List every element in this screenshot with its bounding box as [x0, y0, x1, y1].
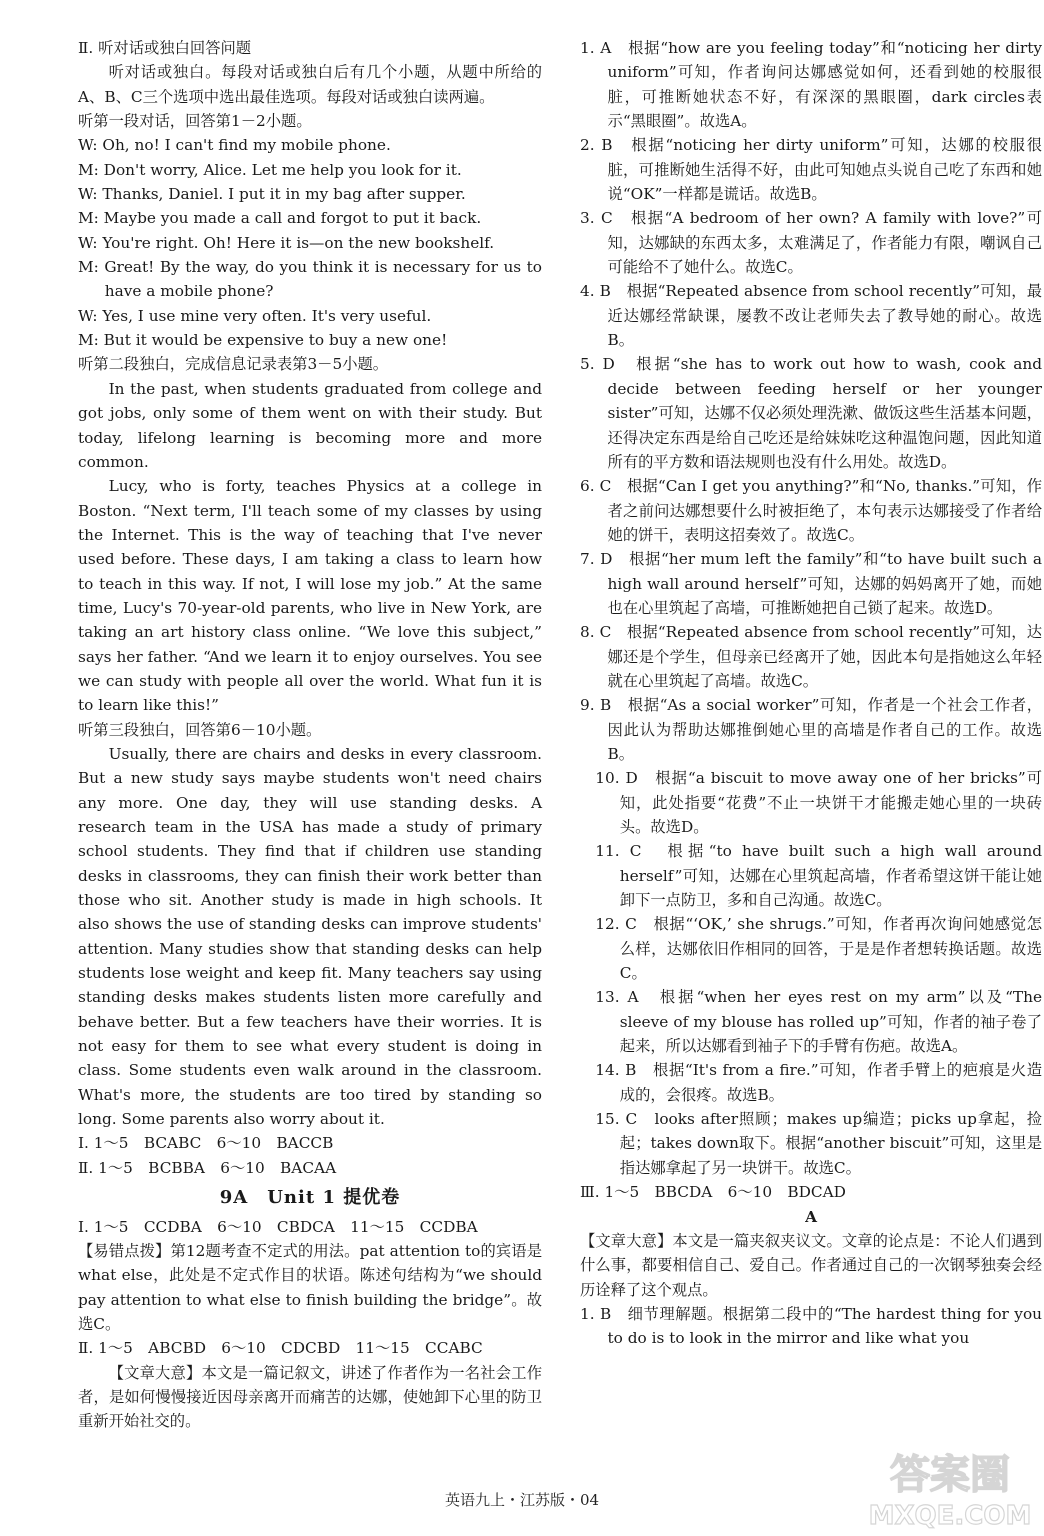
- left-paragraph: Ⅱ. 1～5 BCBBA 6～10 BACAA: [78, 1158, 337, 1177]
- right-paragraph: A: [805, 1207, 817, 1226]
- left-paragraph: M: Great! By the way, do you think it is necessary for us to have a mobile phone?: [78, 258, 542, 301]
- right-paragraph: Ⅲ. 1～5 BBCDA 6～10 BDCAD: [580, 1183, 846, 1202]
- left-paragraph: 【文章大意】本文是一篇记叙文，讲述了作者作为一名社会工作者，是如何慢慢接近因母亲离开而痛苦的达娜，使她卸下心里的防卫重新开始社交的。: [78, 1363, 542, 1431]
- left-paragraph: M: Maybe you made a call and forgot to put it back.: [78, 209, 482, 228]
- left-paragraph: W: Yes, I use mine very often. It's very useful.: [78, 306, 432, 325]
- page-footer: 英语九上・江苏版・04: [444, 1491, 600, 1509]
- right-paragraph: 1. B 细节理解题。根据第二段中的“The hardest thing for you to do is to look in the mirror and like what you: [580, 1304, 1042, 1348]
- left-paragraph: Usually, there are chairs and desks in every classroom. But a new study says maybe students won't need chairs any more. One day, they will use standing desks. A research team in the USA has made a study of primary school students. They find that if children use standing desks in classrooms, they can finish their work better than those who sit. Another study is made in high schools. It also shows the use of standing desks can improve students' attention. Many studies show that standing desks can help students lose weight and keep fit. Many teachers say using standing desks makes students listen more carefully and behave better. But a few teachers have their worries. It is not easy for them to see what every student is doing in class. Some students even walk around in the classroom. What's more, the students are too tired by standing so long. Some parents also worry about it.: [78, 744, 542, 1129]
- right-paragraph: 14. B 根据“It's from a fire.”可知，作者手臂上的疤痕是火造成的，会很疼。故选B。: [595, 1061, 1042, 1104]
- left-paragraph: Ⅱ. 听对话或独白回答问题: [78, 39, 252, 57]
- left-paragraph: M: Don't worry, Alice. Let me help you look for it.: [78, 160, 462, 179]
- left-paragraph: Lucy, who is forty, teaches Physics at a college in Boston. “Next term, I'll teach some of my classes by using the Internet. This is the way of teaching that I've never used before. These days, I am taking a class to learn how to teach in this way. If not, I will lose my job.” At the same time, Lucy's 70-year-old parents, who live in New York, are taking an art history class online. “We love this subject,” says her father. “And we learn it to enjoy ourselves. You see we can study with people all over the world. What fun it is to learn like this!”: [78, 477, 542, 715]
- right-paragraph: 8. C 根据“Repeated absence from school recently”可知，达娜还是个学生，但母亲已经离开了她，因此本句是指她这么年轻就在心里筑起了高墙。故选C。: [580, 623, 1042, 690]
- right-paragraph: 2. B 根据“noticing her dirty uniform”可知，达娜的校服很脏，可推断她生活得不好，由此可知她点头说自己吃了东西和她说“OK”一样都是谎话。故选B。: [580, 136, 1042, 204]
- left-paragraph: 听第二段独白，完成信息记录表第3－5小题。: [78, 355, 389, 374]
- right-paragraph: 4. B 根据“Repeated absence from school recently”可知，最近达娜经常缺课，屡教不改让老师失去了教导她的耐心。故选B。: [580, 282, 1042, 350]
- right-paragraph: 6. C 根据“Can I get you anything?”和“No, thanks.”可知，作者之前问达娜想要什么时被拒绝了，本句表示达娜接受了作者给她的饼干，表明这招奏效了。故选C。: [580, 477, 1042, 544]
- right-paragraph: 13. A 根据“when her eyes rest on my arm”以及“The sleeve of my blouse has rolled up”可知，作者的袖子卷了起来，所以达娜看到袖子下的手臂有伤疤。故选A。: [595, 988, 1042, 1056]
- right-paragraph: 【文章大意】本文是一篇夹叙夹议文。文章的论点是：不论人们遇到什么事，都要相信自己、爱自己。作者通过自己的一次钢琴独奏会经历诠释了这个观点。: [580, 1231, 1042, 1299]
- left-paragraph: M: But it would be expensive to buy a new one!: [78, 331, 448, 350]
- watermark-line2: MXQE.COM: [868, 1501, 1032, 1531]
- left-paragraph: 听对话或独白。每段对话或独白后有几个小题，从题中所给的A、B、C三个选项中选出最佳选项。每段对话或独白读两遍。: [78, 63, 542, 106]
- left-paragraph: Ⅰ. 1～5 BCABC 6～10 BACCB: [78, 1134, 334, 1153]
- right-paragraph: 10. D 根据“a biscuit to move away one of her bricks”可知，此处指要“花费”不止一块饼干才能搬走她心里的一块砖头。故选D。: [595, 769, 1042, 836]
- right-column: [580, 36, 1042, 1351]
- left-paragraph: W: Thanks, Daniel. I put it in my bag after supper.: [78, 185, 466, 204]
- left-paragraph: 听第三段独白，回答第6－10小题。: [78, 720, 322, 739]
- right-paragraph: 12. C 根据“‘OK,’ she shrugs.”可知，作者再次询问她感觉怎么样，达娜依旧作相同的回答，于是是作者想转换话题。故选C。: [595, 915, 1042, 983]
- right-paragraph: 3. C 根据“A bedroom of her own? A family with love?”可知，达娜缺的东西太多，太难满足了，作者能力有限，嘲讽自己可能给不了她什么。故选C。: [580, 209, 1042, 277]
- left-paragraph: 9A Unit 1 提优卷: [219, 1187, 401, 1209]
- left-paragraph: W: Oh, no! I can't find my mobile phone.: [78, 136, 391, 155]
- left-paragraph: In the past, when students graduated from college and got jobs, only some of them went on with their study. But today, lifelong learning is becoming more and more common.: [78, 379, 542, 471]
- watermark-line1: 答案圈: [890, 1452, 1010, 1498]
- left-paragraph: 【易错点拨】第12题考查不定式的用法。pat attention to的宾语是 what else，此处是不定式作目的状语。陈述句结构为“we should pay attention to what else to finish building the bridge”。故选C。: [78, 1241, 542, 1333]
- watermark-logo: [860, 1440, 1040, 1532]
- left-paragraph: 听第一段对话，回答第1－2小题。: [78, 112, 312, 131]
- left-paragraph: Ⅰ. 1～5 CCDBA 6～10 CBDCA 11～15 CCDBA: [78, 1217, 478, 1236]
- left-paragraph: W: You're right. Oh! Here it is—on the new bookshelf.: [78, 233, 495, 252]
- right-paragraph: 1. A 根据“how are you feeling today”和“noticing her dirty uniform”可知，作者询问达娜感觉如何，还看到她的校服很脏，可推断她状态不好，有深深的黑眼圈，dark circles表示“黑眼圈”。故选A。: [580, 39, 1042, 131]
- right-paragraph: 5. D 根据“she has to work out how to wash, cook and decide between feeding herself or her younger sister”可知，达娜不仅必须处理洗漱、做饭这些生活基本问题，还得决定东西是给自己吃还是给妹妹吃这种温饱问题，因此知道所有的平方数和语法规则也没有什么用处。故选D。: [580, 355, 1042, 471]
- right-paragraph: 9. B 根据“As a social worker”可知，作者是一个社会工作者，因此认为帮助达娜推倒她心里的高墙是作者自己的工作。故选B。: [580, 696, 1042, 763]
- left-paragraph: Ⅱ. 1～5 ABCBD 6～10 CDCBD 11～15 CCABC: [78, 1339, 483, 1358]
- right-paragraph: 11. C 根据“to have built such a high wall around herself”可知，达娜在心里筑起高墙，作者希望这饼干能让她卸下一点防卫，多和自己沟通。故选C。: [595, 842, 1042, 910]
- left-column: [78, 36, 542, 1434]
- right-paragraph: 7. D 根据“her mum left the family”和“to have built such a high wall around herself”可知，达娜的妈妈离开了她，而她也在心里筑起了高墙，可推断她把自己锁了起来。故选D。: [580, 550, 1042, 617]
- right-paragraph: 15. C looks after照顾；makes up编造；picks up拿起，捡起；takes down取下。根据“another biscuit”可知，这里是指达娜拿起了另一块饼干。故选C。: [595, 1110, 1042, 1177]
